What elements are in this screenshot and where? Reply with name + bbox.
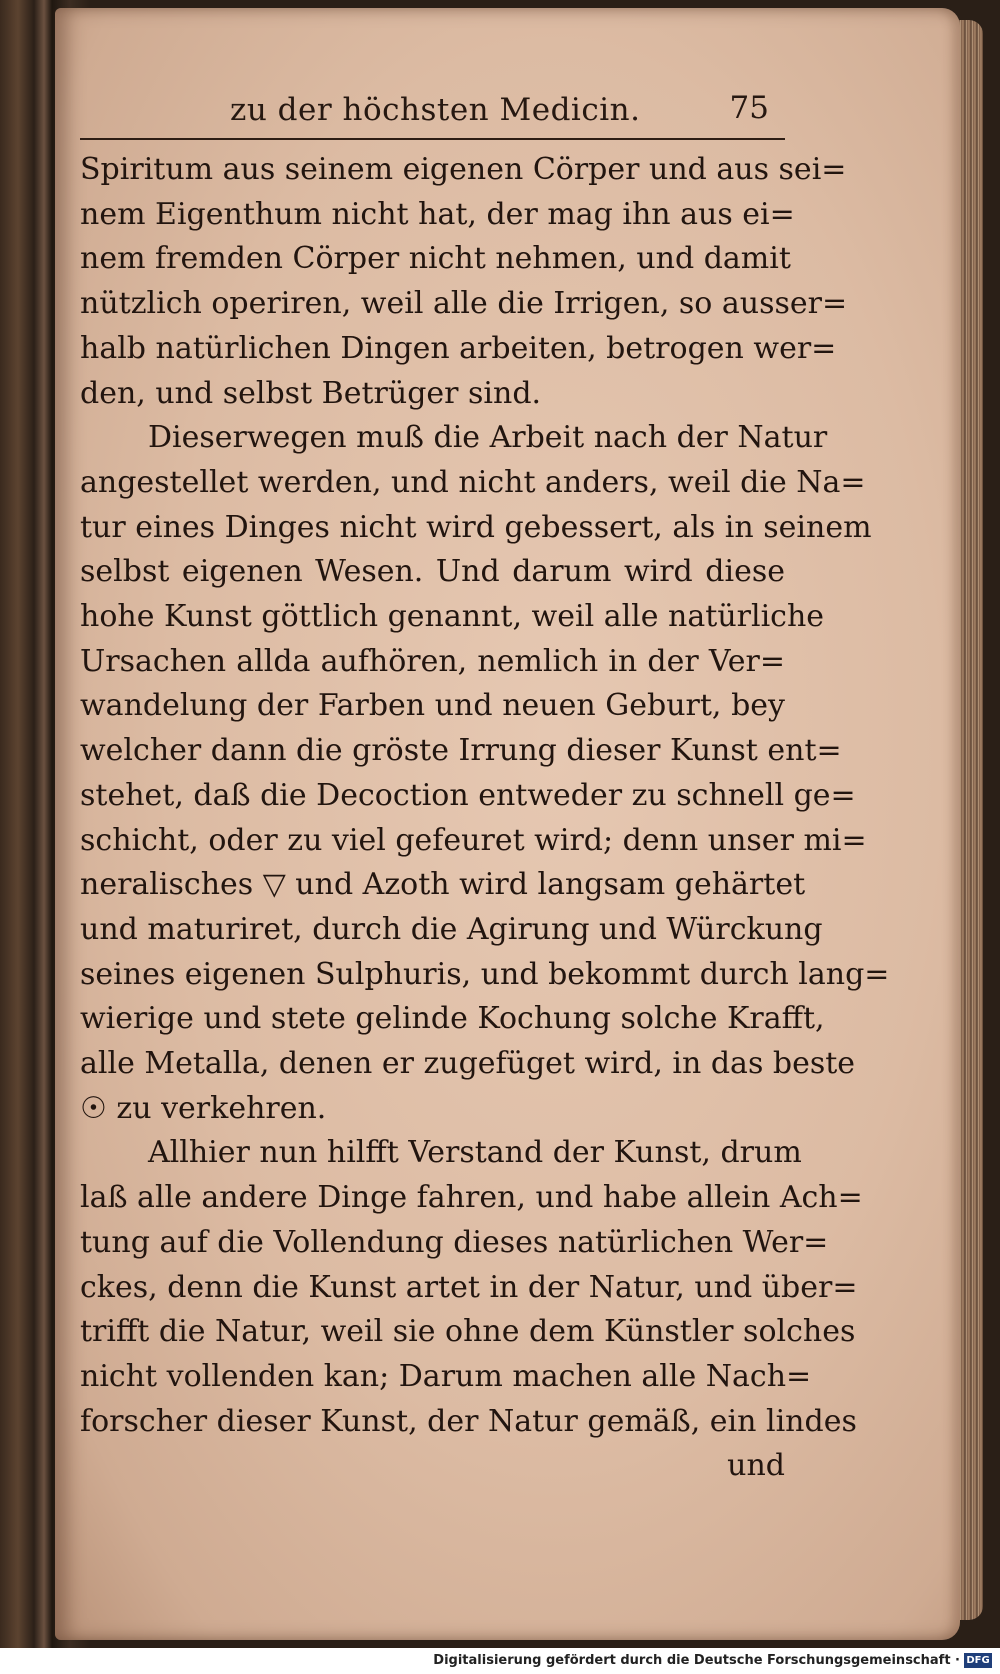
paragraph-start: Allhier nun hilfft Verstand der Kunst, drum	[148, 1135, 802, 1171]
text-line: nicht vollenden kan; Darum machen alle Nach=	[80, 1358, 812, 1394]
text-line: schicht, oder zu viel gefeuret wird; denn unser mi=	[80, 822, 867, 858]
text-line: ☉ zu verkehren.	[80, 1090, 327, 1126]
text-line: nem Eigenthum nicht hat, der mag ihn aus ei=	[80, 196, 795, 232]
text-line: Ursachen allda aufhören, nemlich in der Ver=	[80, 643, 785, 679]
text-line: hohe Kunst göttlich genannt, weil alle natürliche	[80, 599, 825, 635]
text-line: und maturiret, durch die Agirung und Würckung	[80, 911, 823, 947]
text-line: nützlich operiren, weil alle die Irrigen, so ausser=	[80, 286, 848, 322]
text-line: forscher dieser Kunst, der Natur gemäß, ein lindes	[80, 1403, 857, 1439]
funding-credit: Digitalisierung gefördert durch die Deutsche Forschungsgemeinschaft ·	[433, 1653, 960, 1668]
paragraph-start: Dieserwegen muß die Arbeit nach der Natur	[148, 420, 828, 456]
text-line: laß alle andere Dinge fahren, und habe allein Ach=	[80, 1180, 863, 1216]
text-line: Spiritum aus seinem eigenen Cörper und aus sei=	[80, 152, 847, 187]
book-page	[55, 8, 960, 1640]
text-line: stehet, daß die Decoction entweder zu schnell ge=	[80, 777, 856, 813]
text-line: alle Metalla, denen er zugefüget wird, in das beste	[80, 1046, 856, 1082]
text-line: tung auf die Vollendung dieses natürlichen Wer=	[80, 1224, 829, 1260]
text-line: nem fremden Cörper nicht nehmen, und damit	[80, 241, 791, 277]
dfg-logo-icon: DFG	[964, 1653, 992, 1668]
text-line: wandelung der Farben und neuen Geburt, bey	[80, 688, 785, 724]
text-line: selbst eigenen Wesen. Und darum wird diese	[80, 554, 785, 590]
text-line: ckes, denn die Kunst artet in der Natur, und über=	[80, 1269, 858, 1305]
text-line: halb natürlichen Dingen arbeiten, betrogen wer=	[80, 330, 837, 366]
text-line: den, und selbst Betrüger sind.	[80, 375, 542, 411]
digitization-footer	[0, 1648, 1000, 1674]
page-number: 75	[729, 90, 769, 126]
page-header	[80, 86, 785, 140]
running-head: zu der höchsten Medicin.	[230, 92, 641, 128]
text-line: seines eigenen Sulphuris, und bekommt durch lang=	[80, 956, 890, 992]
text-line: wierige und stete gelinde Kochung solche Krafft,	[80, 1001, 825, 1037]
text-line: angestellet werden, und nicht anders, weil die Na=	[80, 464, 866, 500]
text-line: neralisches ▽ und Azoth wird langsam gehärtet	[80, 867, 806, 903]
text-line: tur eines Dinges nicht wird gebessert, als in seinem	[80, 509, 872, 545]
catchword: und	[727, 1448, 785, 1484]
body-text	[80, 148, 890, 1489]
text-line: welcher dann die gröste Irrung dieser Kunst ent=	[80, 733, 842, 769]
text-line: trifft die Natur, weil sie ohne dem Künstler solches	[80, 1314, 856, 1350]
